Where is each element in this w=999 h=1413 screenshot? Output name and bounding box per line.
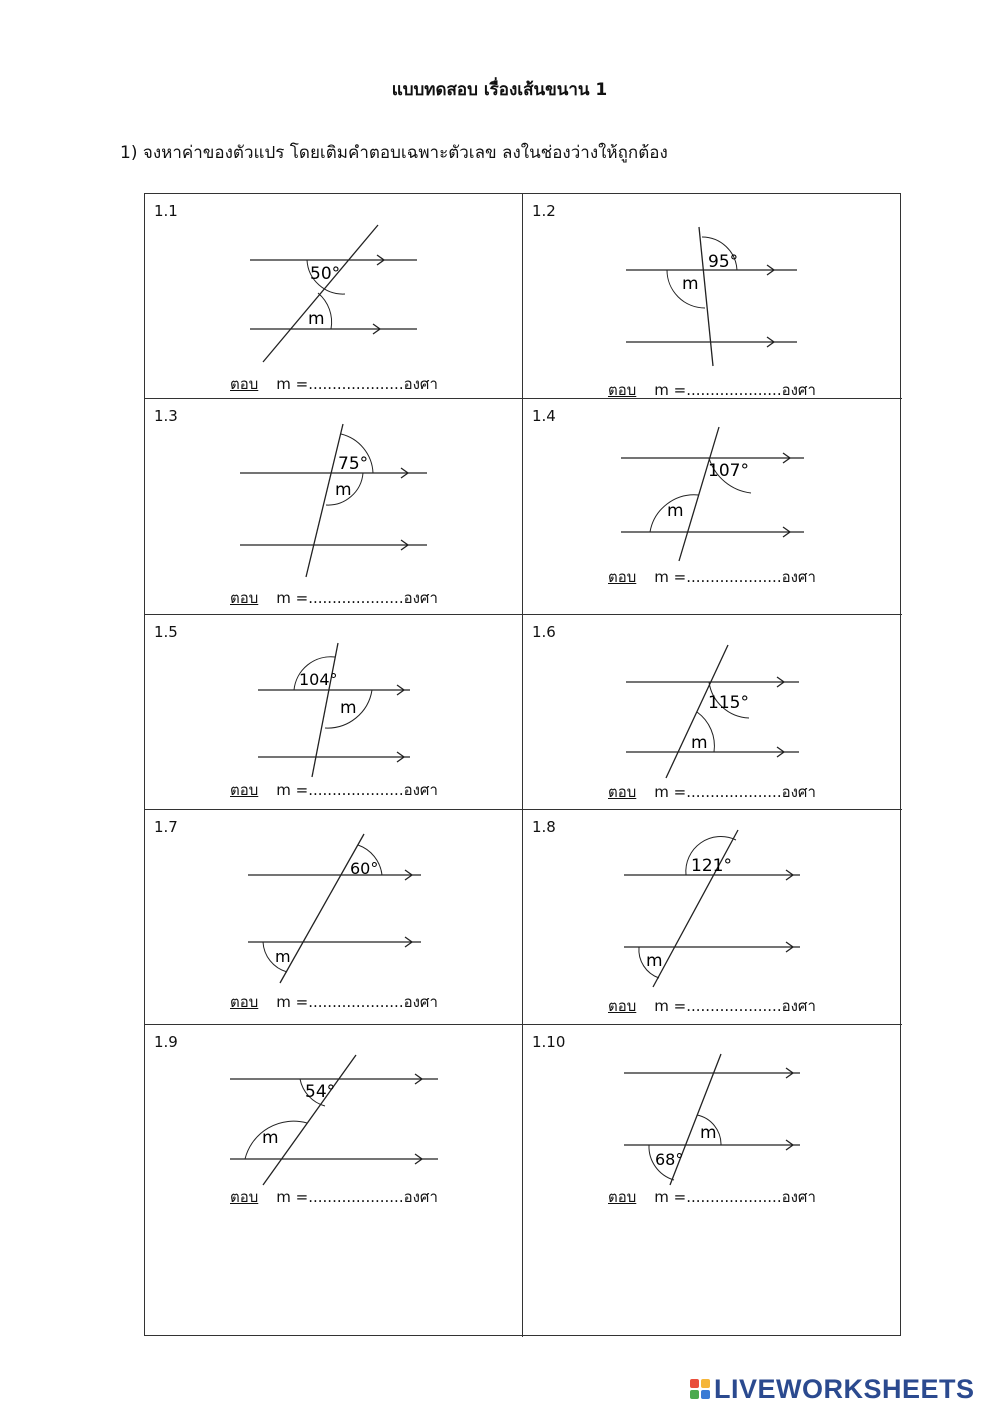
problem-number: 1.5 [154,623,178,641]
problem-number: 1.2 [532,202,556,220]
answer-blank[interactable]: m =....................องศา [654,381,816,399]
problem-1-4 [523,399,902,615]
problem-number: 1.8 [532,818,556,836]
variable-label: m [682,274,699,294]
angle-label: 95° [708,252,739,272]
answer-line [608,780,816,804]
problem-number: 1.1 [154,202,178,220]
answer-blank[interactable]: m =....................องศา [654,783,816,801]
variable-label: m [667,501,684,521]
angle-label: 104° [299,670,338,689]
parallel-lines-figure [523,1025,902,1337]
answer-line [230,1185,438,1209]
page-title: แบบทดสอบ เรื่องเส้นขนาน 1 [391,80,608,100]
parallel-lines-figure [523,810,902,1025]
answer-label: ตอบ [608,783,637,801]
answer-label: ตอบ [608,568,637,586]
variable-label: m [340,698,357,718]
problem-1-10 [523,1025,902,1337]
answer-label: ตอบ [230,993,259,1011]
answer-label: ตอบ [230,589,259,607]
answer-blank[interactable]: m =....................องศา [276,1188,438,1206]
answer-line [230,990,438,1014]
angle-label: 75° [338,454,369,474]
problem-1-2 [523,194,902,399]
answer-label: ตอบ [608,1188,637,1206]
problem-number: 1.9 [154,1033,178,1051]
variable-label: m [646,951,663,971]
problem-number: 1.3 [154,407,178,425]
liveworksheets-brand [690,1374,975,1404]
brand-name: LIVEWORKSHEETS [714,1373,975,1404]
problem-number: 1.7 [154,818,178,836]
answer-line [608,565,816,589]
answer-blank[interactable]: m =....................องศา [276,589,438,607]
answer-label: ตอบ [608,381,637,399]
parallel-lines-figure [145,1025,523,1337]
problem-number: 1.4 [532,407,556,425]
answer-line [608,1185,816,1209]
problem-1-1 [145,194,523,399]
angle-label: 107° [708,461,749,481]
answer-label: ตอบ [230,1188,259,1206]
variable-label: m [275,947,291,966]
variable-label: m [262,1128,279,1148]
answer-line [608,994,816,1018]
angle-label: 121° [691,856,732,876]
answer-blank[interactable]: m =....................องศา [276,375,438,393]
answer-blank[interactable]: m =....................องศา [654,1188,816,1206]
variable-label: m [308,309,325,329]
problem-1-9 [145,1025,523,1337]
parallel-lines-figure [523,194,902,399]
answer-blank[interactable]: m =....................องศา [276,781,438,799]
angle-label: 50° [310,264,341,284]
problem-1-3 [145,399,523,615]
brand-logo-icon [690,1379,710,1399]
variable-label: m [335,480,352,500]
exercise-grid [144,193,901,1336]
parallel-lines-figure [145,399,523,615]
answer-label: ตอบ [608,997,637,1015]
problem-1-5 [145,615,523,810]
answer-line [230,586,438,610]
angle-label: 54° [305,1082,336,1102]
parallel-lines-figure [145,194,523,399]
answer-blank[interactable]: m =....................องศา [654,997,816,1015]
answer-blank[interactable]: m =....................องศา [276,993,438,1011]
angle-label: 115° [708,693,749,713]
problem-1-8 [523,810,902,1025]
problem-number: 1.10 [532,1033,566,1051]
problem-number: 1.6 [532,623,556,641]
answer-label: ตอบ [230,375,259,393]
instruction-text: 1) จงหาค่าของตัวแปร โดยเติมคำตอบเฉพาะตัวเลข ลงในช่องว่างให้ถูกต้อง [120,143,668,163]
angle-label: 60° [350,859,379,878]
answer-line [230,372,438,396]
problem-1-6 [523,615,902,810]
answer-blank[interactable]: m =....................องศา [654,568,816,586]
variable-label: m [700,1123,717,1143]
variable-label: m [691,733,708,753]
answer-label: ตอบ [230,781,259,799]
answer-line [230,778,438,802]
angle-label: 68° [655,1150,684,1169]
problem-1-7 [145,810,523,1025]
